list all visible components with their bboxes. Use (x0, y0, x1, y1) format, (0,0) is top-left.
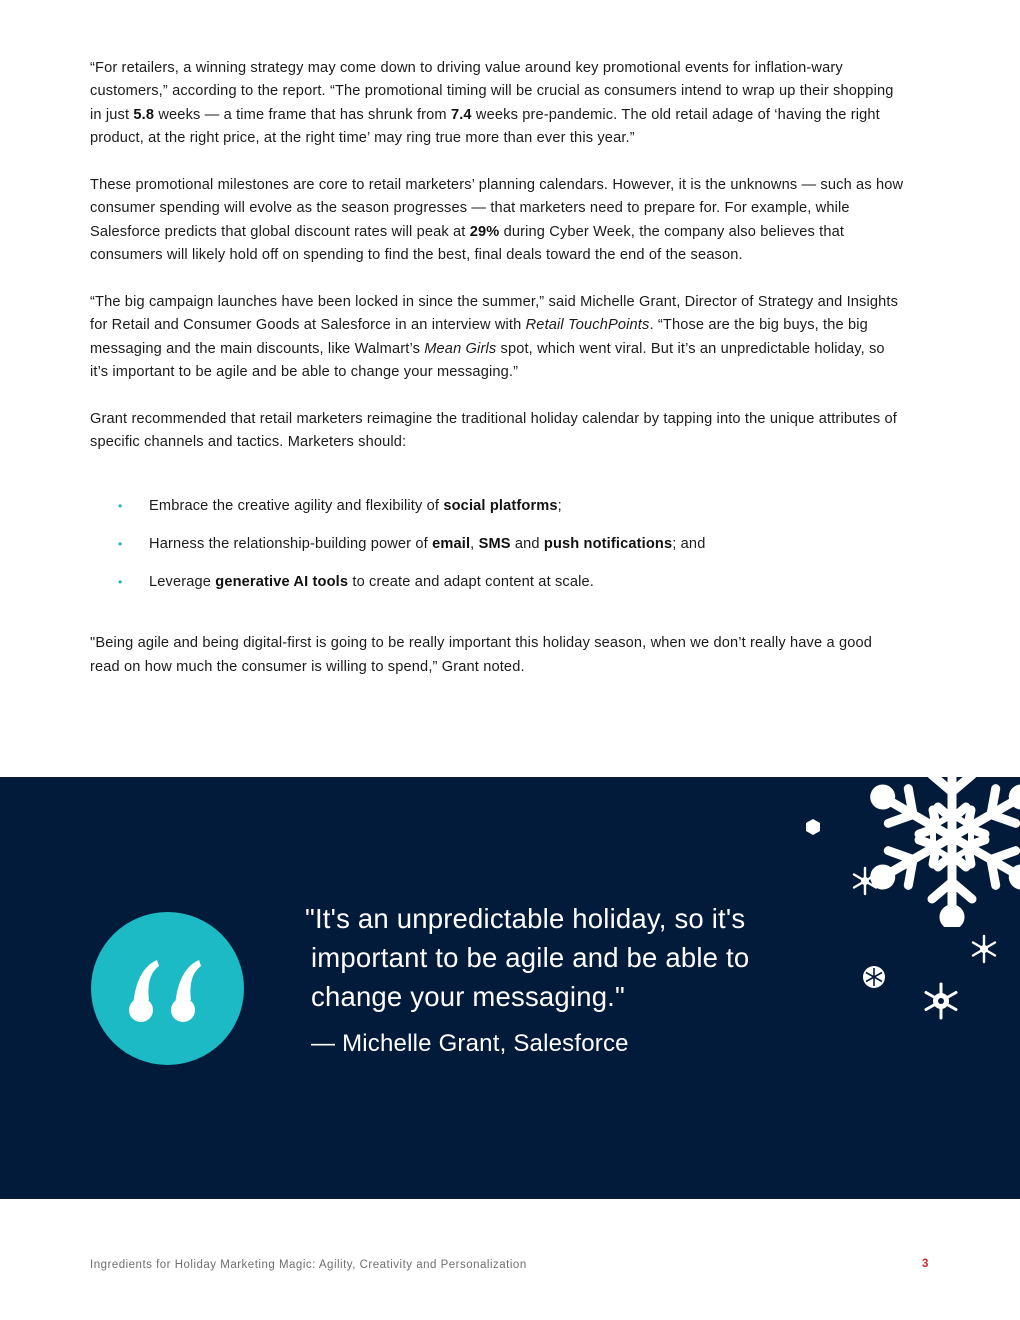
footer-title: Ingredients for Holiday Marketing Magic: Agility, Creativity and Personalization (90, 1259, 527, 1271)
paragraph-2 (90, 174, 905, 268)
snowflake-icon (849, 865, 881, 897)
bullet-icon: • (118, 574, 123, 589)
list-item: • Embrace the creative agility and flexibility of social platforms; (90, 495, 905, 518)
text: weeks — a time frame that has shrunk from (154, 106, 451, 123)
list-item: • Harness the relationship-building power of email, SMS and push notifications; and (90, 533, 905, 556)
text: . “Those are the big buys, the big messaging and the main discounts, like Walmart’s (90, 317, 868, 357)
paragraph-1 (90, 57, 905, 151)
quote-attribution: — Michelle Grant, Salesforce (311, 1030, 629, 1057)
snowflake-icon (920, 980, 962, 1022)
quote-badge (91, 912, 244, 1065)
recommendations-list (90, 495, 905, 594)
bullet-icon: • (118, 498, 123, 513)
quote-line: change your messaging." (311, 981, 625, 1012)
stat-weeks-before: 7.4 (450, 106, 472, 123)
snowflake-icon (803, 817, 823, 837)
text: “The big campaign launches have been locked in since the summer,” said Michelle Grant, Director of Strategy and Insights for Retail and Consumer Goods at Salesforce in an interview with (90, 294, 899, 334)
text: “For retailers, a winning strategy may come down to driving value around key promotional events for inflation-wary customers,” according to the report. “The promotional timing will be crucial as consumers intend to wrap up their shopping in just (90, 60, 894, 123)
pull-quote-text (305, 899, 845, 1016)
publication-name: Retail TouchPoints (525, 317, 650, 334)
paragraph-4: Grant recommended that retail marketers reimagine the traditional holiday calendar by tapping into the unique attributes of specific channels and tactics. Marketers should: (90, 411, 897, 451)
text: during Cyber Week, the company also believes that consumers will likely hold off on spending to find the best, final deals toward the end of the season. (90, 223, 845, 264)
snowflake-icon (968, 933, 1000, 965)
large-snowflake-icon (862, 777, 1020, 927)
list-item: • Leverage generative AI tools to create and adapt content at scale. (90, 571, 905, 594)
quote-line: "It's an unpredictable holiday, so it's (305, 903, 746, 934)
page-number: 3 (922, 1258, 929, 1270)
stat-discount: 29% (469, 223, 500, 240)
text: spot, which went viral. But it’s an unpredictable holiday, so it’s important to be agile and be able to change your messaging.” (90, 340, 885, 381)
paragraph-3 (90, 291, 905, 385)
paragraph-5: "Being agile and being digital-first is going to be really important this holiday season, when we don’t really have a good read on how much the consumer is willing to spend,” Grant noted. (90, 635, 873, 675)
stat-weeks-now: 5.8 (133, 106, 155, 123)
bullet-icon: • (118, 536, 123, 551)
pull-quote-band (0, 777, 1020, 1199)
text: These promotional milestones are core to retail marketers’ planning calendars. However, it is the unknowns — such as how consumer spending will evolve as the season progresses — that marketers need to prepare for. For example, while Salesforce predicts that global discount rates will peak at (90, 177, 904, 240)
text: weeks pre-pandemic. The old retail adage of ‘having the right product, at the right price, at the right time’ may ring true more than ever this year.” (90, 106, 880, 147)
quote-mark-icon (127, 956, 209, 1024)
quote-line: important to be agile and be able to (311, 942, 750, 973)
snowflake-icon (859, 962, 889, 992)
article-body (90, 57, 905, 702)
campaign-name: Mean Girls (424, 340, 497, 357)
